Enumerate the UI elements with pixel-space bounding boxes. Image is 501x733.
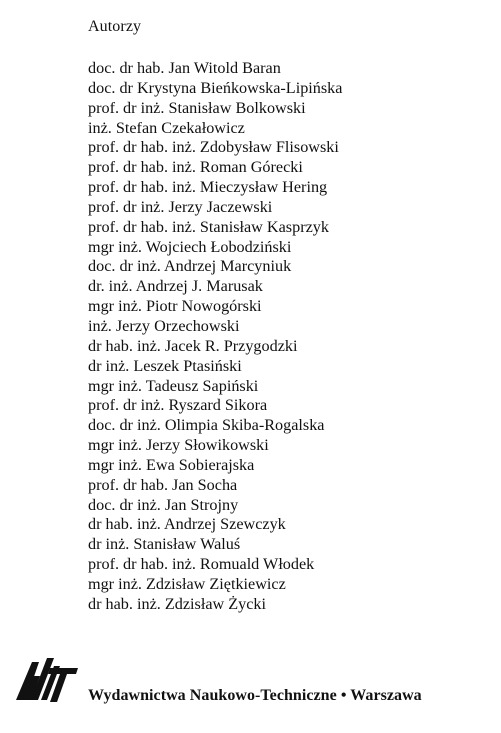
author-name: doc. dr inż. Olimpia Skiba-Rogalska — [88, 416, 325, 435]
author-list — [88, 59, 342, 615]
page-heading: Autorzy — [88, 18, 142, 35]
author-name: prof. dr hab. inż. Zdobysław Flisowski — [88, 138, 339, 157]
author-name: mgr inż. Jerzy Słowikowski — [88, 436, 269, 455]
author-name: dr hab. inż. Jacek R. Przygodzki — [88, 336, 298, 355]
author-name: doc. dr Krystyna Bieńkowska-Lipińska — [88, 78, 343, 97]
publisher-name: Wydawnictwa Naukowo-Techniczne • Warszawa — [88, 687, 422, 704]
author-name: prof. dr hab. inż. Roman Górecki — [88, 158, 303, 177]
author-name: inż. Stefan Czekałowicz — [88, 118, 245, 137]
author-name: prof. dr hab. inż. Romuald Włodek — [88, 555, 315, 574]
author-name: inż. Jerzy Orzechowski — [88, 316, 240, 335]
author-name: prof. dr hab. Jan Socha — [88, 475, 238, 494]
author-name: doc. dr inż. Jan Strojny — [88, 495, 239, 514]
author-name: prof. dr hab. inż. Stanisław Kasprzyk — [88, 217, 329, 236]
author-name: prof. dr inż. Jerzy Jaczewski — [88, 197, 273, 216]
wnt-logo-icon — [16, 656, 78, 706]
author-name: dr. inż. Andrzej J. Marusak — [88, 277, 263, 296]
author-name: dr hab. inż. Zdzisław Życki — [88, 594, 267, 613]
author-name: mgr inż. Piotr Nowogórski — [88, 297, 262, 316]
author-name: prof. dr inż. Stanisław Bolkowski — [88, 98, 306, 117]
author-name: doc. dr inż. Andrzej Marcyniuk — [88, 257, 292, 276]
author-name: prof. dr inż. Ryszard Sikora — [88, 396, 268, 415]
author-name: mgr inż. Tadeusz Sapiński — [88, 376, 259, 395]
author-name: dr hab. inż. Andrzej Szewczyk — [88, 515, 286, 534]
author-name: prof. dr hab. inż. Mieczysław Hering — [88, 178, 328, 197]
author-name: mgr inż. Ewa Sobierajska — [88, 455, 255, 474]
author-name: dr inż. Leszek Ptasiński — [88, 356, 242, 375]
author-name: mgr inż. Wojciech Łobodziński — [88, 237, 292, 256]
author-name: mgr inż. Zdzisław Ziętkiewicz — [88, 574, 286, 593]
author-name: doc. dr hab. Jan Witold Baran — [88, 59, 281, 77]
author-name: dr inż. Stanisław Waluś — [88, 535, 241, 554]
